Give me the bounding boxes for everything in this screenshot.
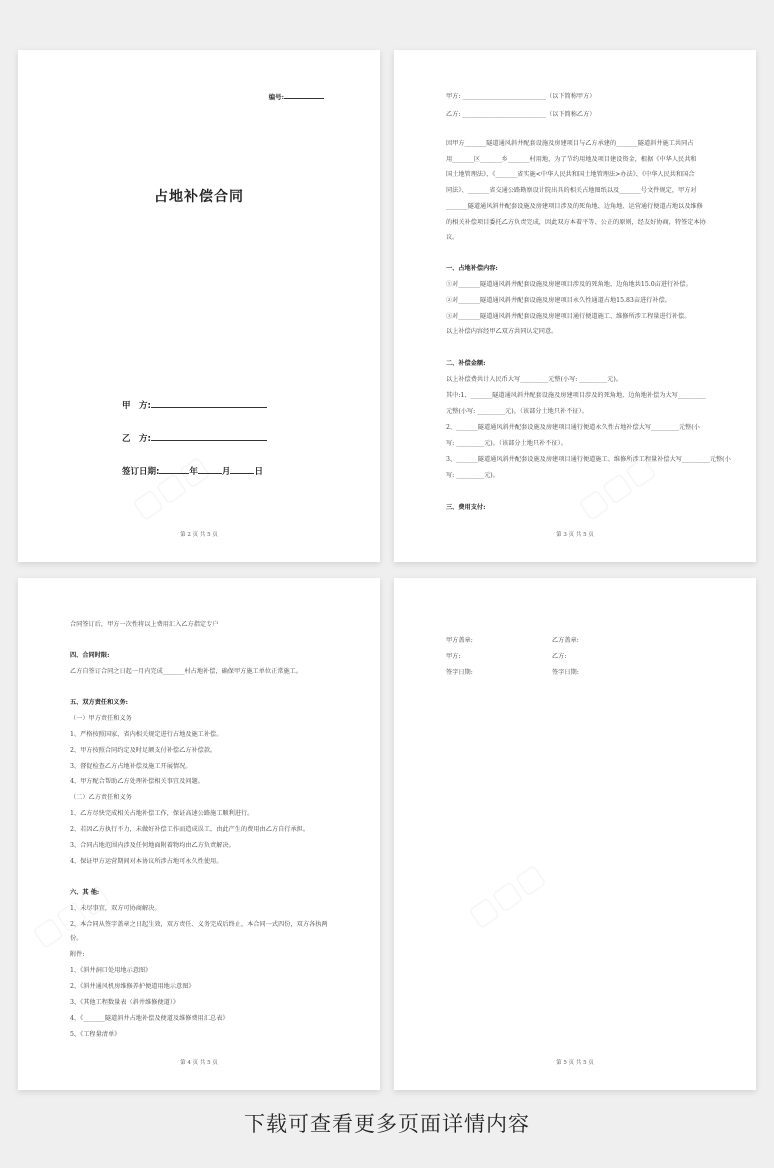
text-line: 份。 (70, 935, 83, 942)
text-line: 国土地管理法》、《_______省实施<中华人民共和国土地管理法>办法》、《中华人民共和国合 (446, 171, 695, 178)
text-line: 4、《_______隧道斜井占地补偿及便道及维修费用汇总表》 (70, 1015, 229, 1022)
text-line: 元整(小写: _________元)。（该部分土地只补不征）。 (446, 408, 588, 415)
page-footer: 第 3 页 共 5 页 (556, 532, 594, 538)
text-line: 用_______区_______乡_______村用地，为了节约用地及项目建设资金，根据《中华人民共和 (446, 156, 697, 163)
day-label: 日 (254, 467, 263, 477)
text-line: 2、_______隧道通风斜井配套设施及房建项目通行便道永久性占地补偿大写_________元整(小 (446, 424, 700, 431)
page-footer: 第 5 页 共 5 页 (556, 1060, 594, 1066)
text-line: 2、本合同从签字盖章之日起生效，双方责任、义务完成后终止，本合同一式四份，双方各执两 (70, 921, 328, 928)
text-line: 同法》、_______省交通公路勘察设计院出具的相关占地图纸以及_______号文件规定，甲方对 (446, 187, 697, 194)
text-line: 乙方自签订合同之日起一月内完成_______村占地补偿，确保甲方施工单位正常施工。 (70, 668, 303, 675)
text-line: 的相关补偿项目委托乙方负责完成，因此双方本着平等、公正的原则，经友好协商，特签定本协 (446, 219, 706, 226)
section-heading: 一、占地补偿内容: (446, 265, 498, 272)
year-label: 年 (189, 467, 198, 477)
party-a-signature (122, 398, 267, 411)
text-line: （二）乙方责任和义务 (70, 794, 132, 801)
section-heading: 二、补偿金额: (446, 360, 486, 367)
text-line: 写: _________元)。 (446, 472, 499, 479)
party-b-signature (122, 431, 267, 444)
text-line: 2、若因乙方执行不力，未做好补偿工作而造成误工，由此产生的费用由乙方自行承担。 (70, 826, 310, 833)
text-line: 3、合同占地范围内涉及任何地面附着物均由乙方负责解决。 (70, 842, 235, 849)
signature-page (394, 578, 756, 1090)
text-line: 其中:1、_______隧道通风斜井配套设施及房建项目涉及的死角地、边角地补偿为大写_________ (446, 392, 706, 399)
contract-number-blank (284, 92, 324, 99)
text-line: ②对_______隧道通风斜井配套设施及房建项目永久性通道占地15.83亩进行补偿。 (446, 297, 671, 304)
text-line: ①对_______隧道通风斜井配套设施及房建项目涉及的死角地、边角地共15.0亩进行补偿。 (446, 281, 692, 288)
contract-number-label: 编号: (268, 93, 284, 101)
text-line: _______隧道通风斜井配套设施及房建项目涉及的死角地、边角地、运营通行便道占地以及维修 (446, 203, 703, 210)
text-line: 以上补偿费共计人民币大写_________元整(小写: _________元)。 (446, 376, 622, 383)
contract-page-2 (394, 50, 756, 562)
day-blank (230, 464, 254, 474)
page-footer: 第 4 页 共 5 页 (180, 1060, 218, 1066)
signature-left-label: 签字日期: (446, 669, 473, 676)
text-line: 3、_______隧道通风斜井配套设施及房建项目通行便道施工、维修所涉工程量补偿大写_________元整(小 (446, 456, 731, 463)
party-a-label: 甲 方: (122, 401, 151, 411)
text-line: 2、《斜井通风机房维修养护便道用地示意图》 (70, 983, 195, 990)
month-label: 月 (221, 467, 231, 477)
text-line: 1、乙方尽快完成相关占地补偿工作，保证高速公路施工顺利进行。 (70, 810, 254, 817)
text-line: 议。 (446, 234, 459, 241)
watermark (462, 857, 552, 934)
text-line: 合同签订后，甲方一次性将以上费用汇入乙方指定专户 (70, 621, 219, 628)
text-line: 3、督促检查乙方占地补偿及施工开展情况。 (70, 763, 192, 770)
signature-right-label: 签字日期: (552, 669, 579, 676)
signing-date-label: 签订日期: (122, 467, 160, 477)
signature-right-label: 乙方盖章: (552, 637, 579, 644)
text-line: 1、严格按照国家、省内相关规定进行占地及施工补偿。 (70, 731, 223, 738)
page-footer: 第 2 页 共 5 页 (180, 532, 218, 538)
text-line: 2、甲方按照合同约定及时足额支付补偿乙方补偿款。 (70, 747, 217, 754)
text-line: ③对_______隧道通风斜井配套设施及房建项目通行便道施工、维修所涉工程量进行补偿。 (446, 313, 691, 320)
text-line: 因甲方_______隧道通风斜井配套设施及房建项目与乙方承建的_______隧道斜井施工共同占 (446, 140, 694, 147)
party-b-blank (151, 431, 267, 441)
text-line: 3、《其他工程数量表（斜井维修便道）》 (70, 999, 180, 1006)
text-line: （一）甲方责任和义务 (70, 715, 132, 722)
watermark (126, 449, 216, 526)
text-line: 以上补偿内容经甲乙双方共同认定同意。 (446, 328, 558, 335)
text-line: 附件: (70, 951, 85, 958)
section-heading: 四、合同时限: (70, 652, 110, 659)
party-a-blank (151, 398, 267, 408)
signature-right-label: 乙方: (552, 653, 567, 660)
cover-page (18, 50, 380, 562)
text-line: 4、甲方配合帮助乙方处理补偿相关事宜及问题。 (70, 778, 204, 785)
section-heading: 五、双方责任和义务: (70, 699, 128, 706)
section-heading: 六、其 他: (70, 889, 100, 896)
text-line: 4、保证甲方运营期间对本协议所涉占地可永久性使用。 (70, 858, 223, 865)
text-line: 5、《工程量清单》 (70, 1031, 121, 1038)
text-line: 1、《斜井洞口处用地示意图》 (70, 967, 152, 974)
text-line: 写: _________元)。（该部分土地只补不征）。 (446, 440, 567, 447)
page-title: 占地补偿合同 (154, 189, 244, 205)
text-line: 甲方: ___________________________（以下简称甲方） (446, 93, 596, 100)
section-heading: 三、费用支付: (446, 504, 486, 511)
contract-page-3 (18, 578, 380, 1090)
text-line: 1、未尽事宜，双方可协商解决。 (70, 905, 161, 912)
party-b-label: 乙 方: (122, 434, 151, 444)
signature-left-label: 甲方: (446, 653, 461, 660)
contract-number (269, 92, 324, 101)
signature-left-label: 甲方盖章: (446, 637, 473, 644)
text-line: 乙方: ___________________________（以下简称乙方） (446, 111, 596, 118)
download-caption: 下载可查看更多页面详情内容 (244, 1112, 530, 1136)
